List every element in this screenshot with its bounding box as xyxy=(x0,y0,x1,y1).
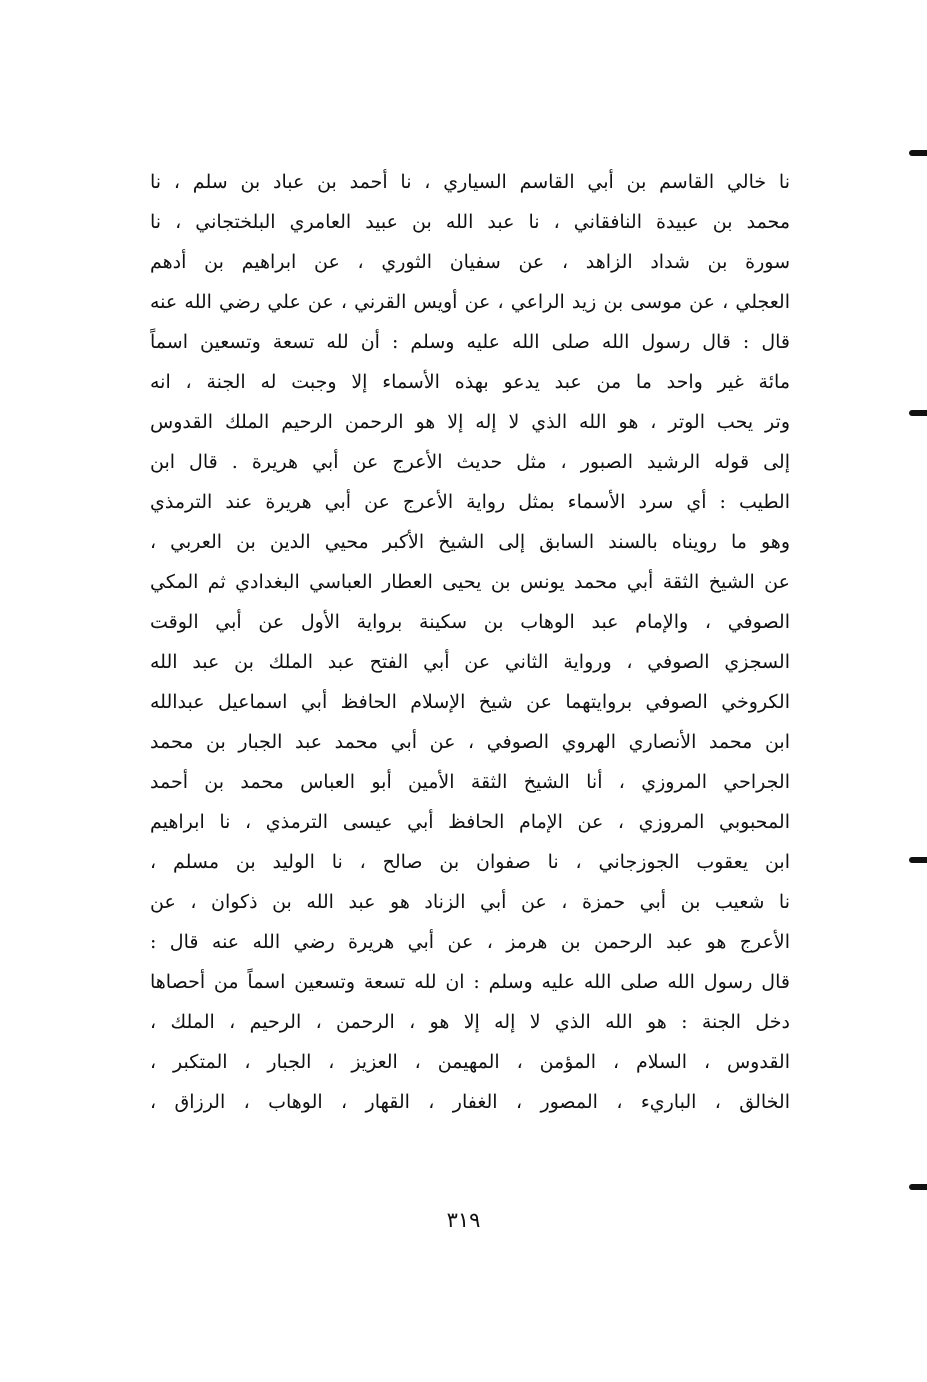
body-text xyxy=(150,162,790,1122)
text-line: العجلي ، عن موسى بن زيد الراعي ، عن أويس القرني ، عن علي رضي الله عنه xyxy=(150,291,790,313)
text-line: نا خالي القاسم بن أبي القاسم السياري ، نا أحمد بن عباد بن سلم ، نا xyxy=(150,171,790,193)
text-line: الجراحي المروزي ، أنا الشيخ الثقة الأمين أبو العباس محمد بن أحمد xyxy=(150,771,790,793)
text-line: مائة غير واحد ما من عبد يدعو بهذه الأسماء إلا وجبت له الجنة ، انه xyxy=(150,371,790,393)
text-line: إلى قوله الرشيد الصبور ، مثل حديث الأعرج عن أبي هريرة . قال ابن xyxy=(150,451,790,473)
scan-edge-mark xyxy=(909,857,927,863)
text-line: عن الشيخ الثقة أبي محمد يونس بن يحيى العطار العباسي البغدادي ثم المكي xyxy=(150,571,790,593)
text-line: ابن محمد الأنصاري الهروي الصوفي ، عن أبي محمد عبد الجبار بن محمد xyxy=(150,731,790,753)
text-line: قال : قال رسول الله صلى الله عليه وسلم : أن لله تسعة وتسعين اسماً xyxy=(150,331,790,353)
text-line: الخالق ، الباريء ، المصور ، الغفار ، القهار ، الوهاب ، الرزاق ، xyxy=(150,1091,790,1113)
text-line: الأعرج هو عبد الرحمن بن هرمز ، عن أبي هريرة رضي الله عنه قال : xyxy=(150,931,790,953)
text-line: نا شعيب بن أبي حمزة ، عن أبي الزناد هو عبد الله بن ذكوان ، عن xyxy=(150,891,790,913)
text-line: وتر يحب الوتر ، هو الله الذي لا إله إلا هو الرحمن الرحيم الملك القدوس xyxy=(150,411,790,433)
text-line: المحبوبي المروزي ، عن الإمام الحافظ أبي عيسى الترمذي ، نا ابراهيم xyxy=(150,811,790,833)
text-line: الطيب : أي سرد الأسماء بمثل رواية الأعرج عن أبي هريرة عند الترمذي xyxy=(150,491,790,513)
scan-edge-mark xyxy=(909,410,927,416)
text-line: محمد بن عبيدة النافقاني ، نا عبد الله بن عبيد العامري البلختجاني ، نا xyxy=(150,211,790,233)
text-line: القدوس ، السلام ، المؤمن ، المهيمن ، العزيز ، الجبار ، المتكبر ، xyxy=(150,1051,790,1073)
scan-edge-mark xyxy=(909,150,927,156)
scan-edge-mark xyxy=(909,1184,927,1190)
text-line: ابن يعقوب الجوزجاني ، نا صفوان بن صالح ، نا الوليد بن مسلم ، xyxy=(150,851,790,873)
text-line: سورة بن شداد الزاهد ، عن سفيان الثوري ، عن ابراهيم بن أدهم xyxy=(150,251,790,273)
text-line: الصوفي ، والإمام عبد الوهاب بن سكينة برواية الأول عن أبي الوقت xyxy=(150,611,790,633)
text-line: الكروخي الصوفي بروايتهما عن شيخ الإسلام الحافظ أبي اسماعيل عبدالله xyxy=(150,691,790,713)
text-line: السجزي الصوفي ، ورواية الثاني عن أبي الفتح عبد الملك بن عبد الله xyxy=(150,651,790,673)
text-line: قال رسول الله صلى الله عليه وسلم : ان لله تسعة وتسعين اسماً من أحصاها xyxy=(150,971,790,993)
text-line: دخل الجنة : هو الله الذي لا إله إلا هو ، الرحمن ، الرحيم ، الملك ، xyxy=(150,1011,790,1033)
text-line: وهو ما رويناه بالسند السابق إلى الشيخ الأكبر محيي الدين بن العربي ، xyxy=(150,531,790,553)
page-number: ٣١٩ xyxy=(446,1208,481,1232)
